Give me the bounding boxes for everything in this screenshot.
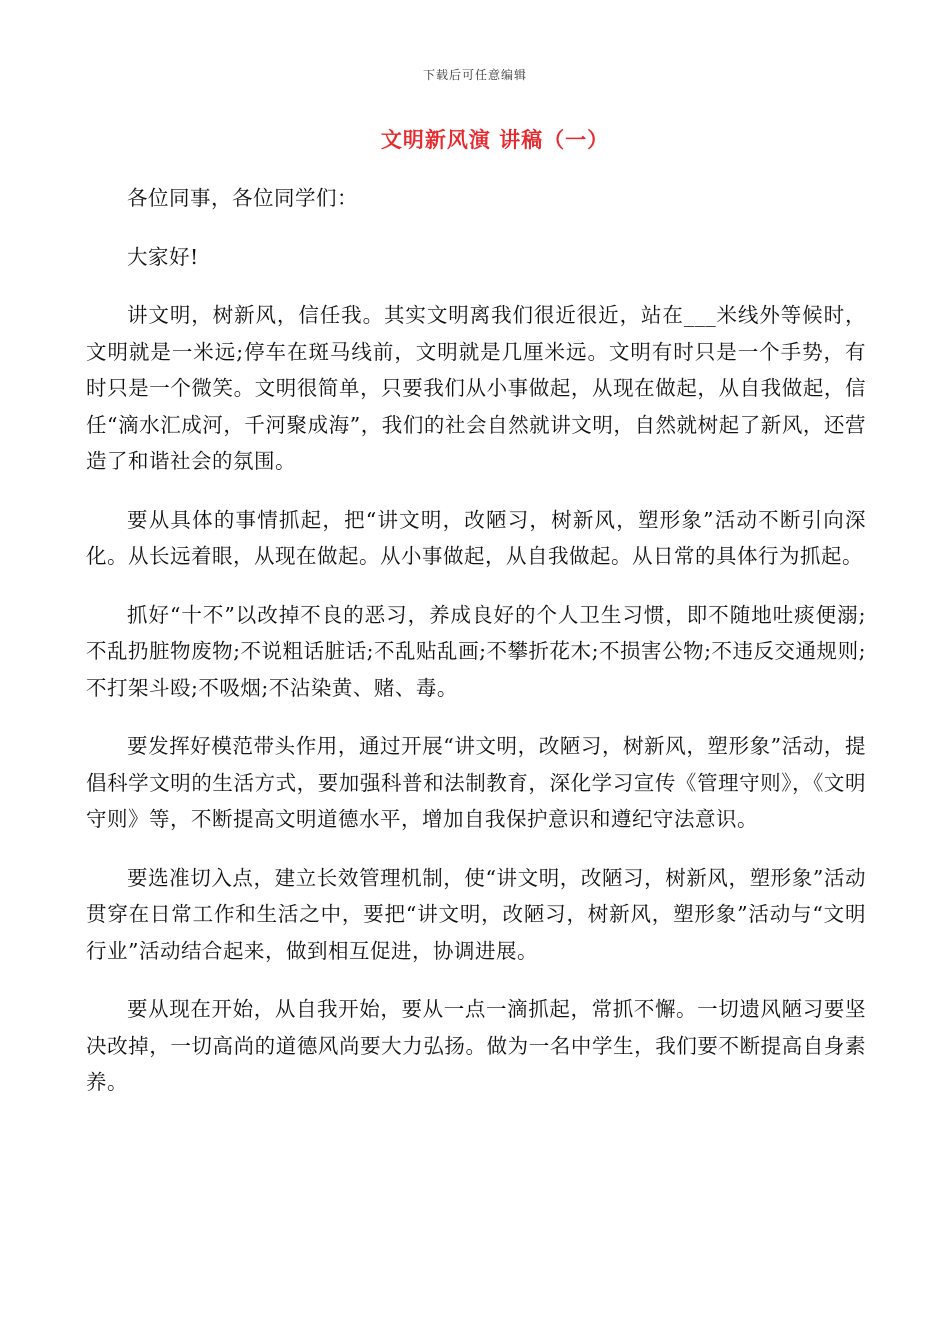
paragraph-3: 抓好“十不”以改掉不良的恶习，养成良好的个人卫生习惯，即不随地吐痰便溺;不乱扔脏物废物;不说粗话脏话;不乱贴乱画;不攀折花木;不损害公物;不违反交通规则;不打架斗殴;不吸烟;不沾染黄、赌、毒。 bbox=[86, 602, 866, 700]
header-note: 下载后可任意编辑 bbox=[422, 68, 527, 82]
paragraph-4: 要发挥好模范带头作用，通过开展“讲文明，改陋习，树新风，塑形象”活动，提倡科学文明的生活方式，要加强科普和法制教育，深化学习宣传《管理守则》，《文明守则》等，不断提高文明道德水平，增加自我保护意识和遵纪守法意识。 bbox=[86, 734, 866, 831]
document-body bbox=[86, 180, 866, 1101]
paragraph-6: 要从现在开始，从自我开始，要从一点一滴抓起，常抓不懈。一切遗风陋习要坚决改掉，一切高尚的道德风尚要大力弘扬。做为一名中学生，我们要不断提高自身素养。 bbox=[86, 997, 866, 1094]
salutation: 各位同事，各位同学们： bbox=[127, 186, 358, 210]
paragraph-1: 讲文明，树新风，信任我。其实文明离我们很近很近，站在___米线外等候时，文明就是一米远;停车在斑马线前，文明就是几厘米远。文明有时只是一个手势，有时只是一个微笑。文明很简单，只要我们从小事做起，从现在做起，从自我做起，信任“滴水汇成河，千河聚成海”，我们的社会自然就讲文明，自然就树起了新风，还营造了和谐社会的氛围。 bbox=[86, 303, 866, 473]
paragraph-5: 要选准切入点，建立长效管理机制，使“讲文明，改陋习，树新风，塑形象”活动贯穿在日常工作和生活之中，要把“讲文明，改陋习，树新风，塑形象”活动与“文明行业”活动结合起来，做到相互促进，协调进展。 bbox=[86, 865, 866, 963]
document-title: 文明新风演 讲稿（一） bbox=[380, 127, 610, 152]
greeting: 大家好! bbox=[127, 244, 199, 269]
paragraph-2: 要从具体的事情抓起，把“讲文明，改陋习，树新风，塑形象”活动不断引向深化。从长远着眼，从现在做起。从小事做起，从自我做起。从日常的具体行为抓起。 bbox=[86, 507, 866, 568]
